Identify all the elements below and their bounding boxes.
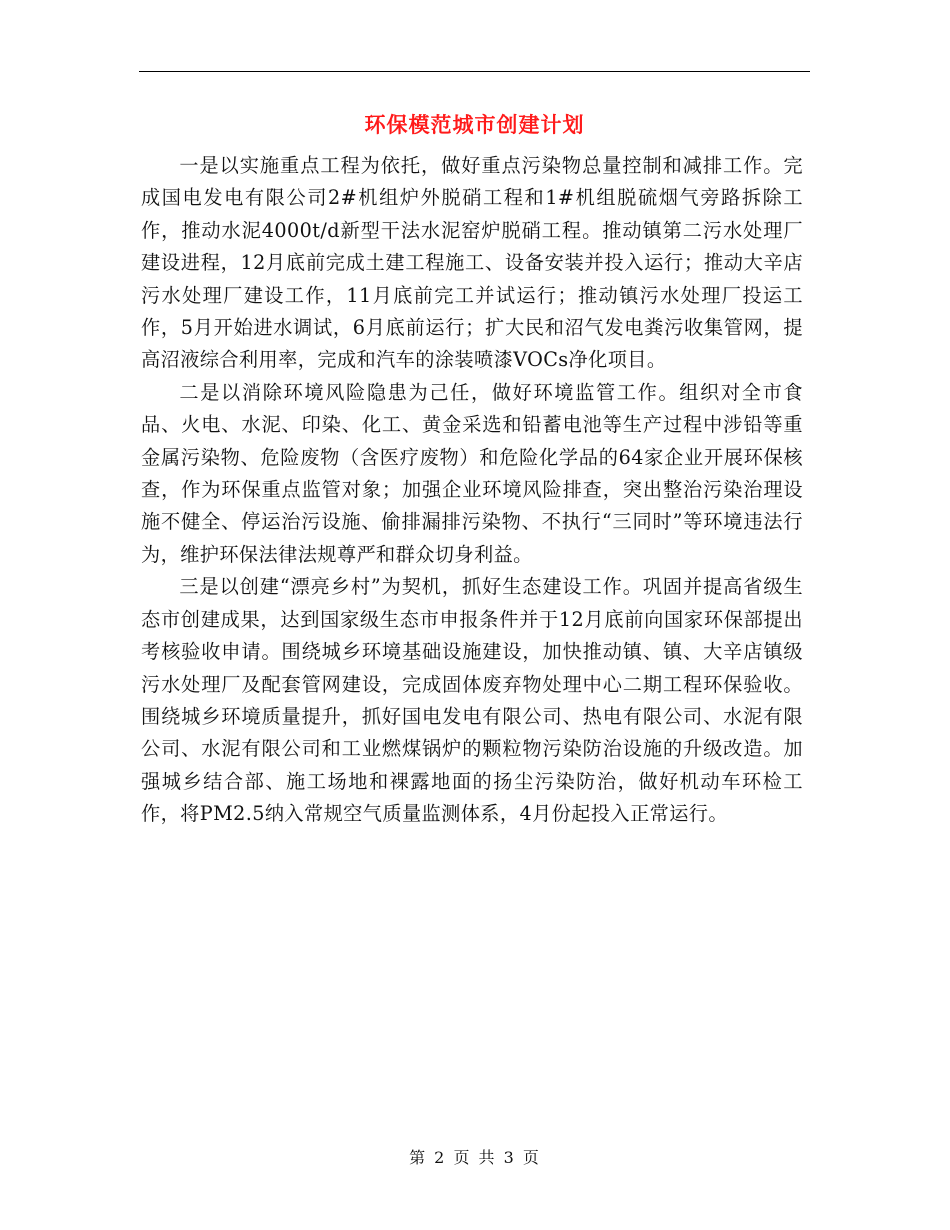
document-body [141, 150, 803, 831]
header-rule [139, 71, 810, 72]
document-title: 环保模范城市创建计划 [364, 112, 585, 137]
paragraph-3: 三是以创建“漂亮乡村”为契机，抓好生态建设工作。巩固并提高省级生态市创建成果，达到国家级生态市申报条件并于12月底前向国家环保部提出考核验收申请。围绕城乡环境基础设施建设，加快推动镇、镇、大辛店镇级污水处理厂及配套管网建设，完成固体废弃物处理中心二期工程环保验收。围绕城乡环境质量提升，抓好国电发电有限公司、热电有限公司、水泥有限公司、水泥有限公司和工业燃煤锅炉的颗粒物污染防治设施的升级改造。加强城乡结合部、施工场地和裸露地面的扬尘污染防治，做好机动车环检工作，将PM2.5纳入常规空气质量监测体系，4月份起投入正常运行。 [141, 575, 803, 826]
paragraph-2: 二是以消除环境风险隐患为己任，做好环境监管工作。组织对全市食品、火电、水泥、印染、化工、黄金采选和铅蓄电池等生产过程中涉铅等重金属污染物、危险废物（含医疗废物）和危险化学品的64家企业开展环保核查，作为环保重点监管对象；加强企业环境风险排查，突出整治污染治理设施不健全、停运治污设施、偷排漏排污染物、不执行“三同时”等环境违法行为，维护环保法律法规尊严和群众切身利益。 [141, 380, 803, 566]
paragraph-1: 一是以实施重点工程为依托，做好重点污染物总量控制和减排工作。完成国电发电有限公司2#机组炉外脱硝工程和1#机组脱硫烟气旁路拆除工作，推动水泥4000t/d新型干法水泥窑炉脱硝工程。推动镇第二污水处理厂建设进程，12月底前完成土建工程施工、设备安装并投入运行；推动大辛店污水处理厂建设工作，11月底前完工并试运行；推动镇污水处理厂投运工作，5月开始进水调试，6月底前运行；扩大民和沼气发电粪污收集管网，提高沼液综合利用率，完成和汽车的涂装喷漆VOCs净化项目。 [141, 154, 803, 372]
page-number-footer: 第 2 页 共 3 页 [409, 1148, 541, 1167]
